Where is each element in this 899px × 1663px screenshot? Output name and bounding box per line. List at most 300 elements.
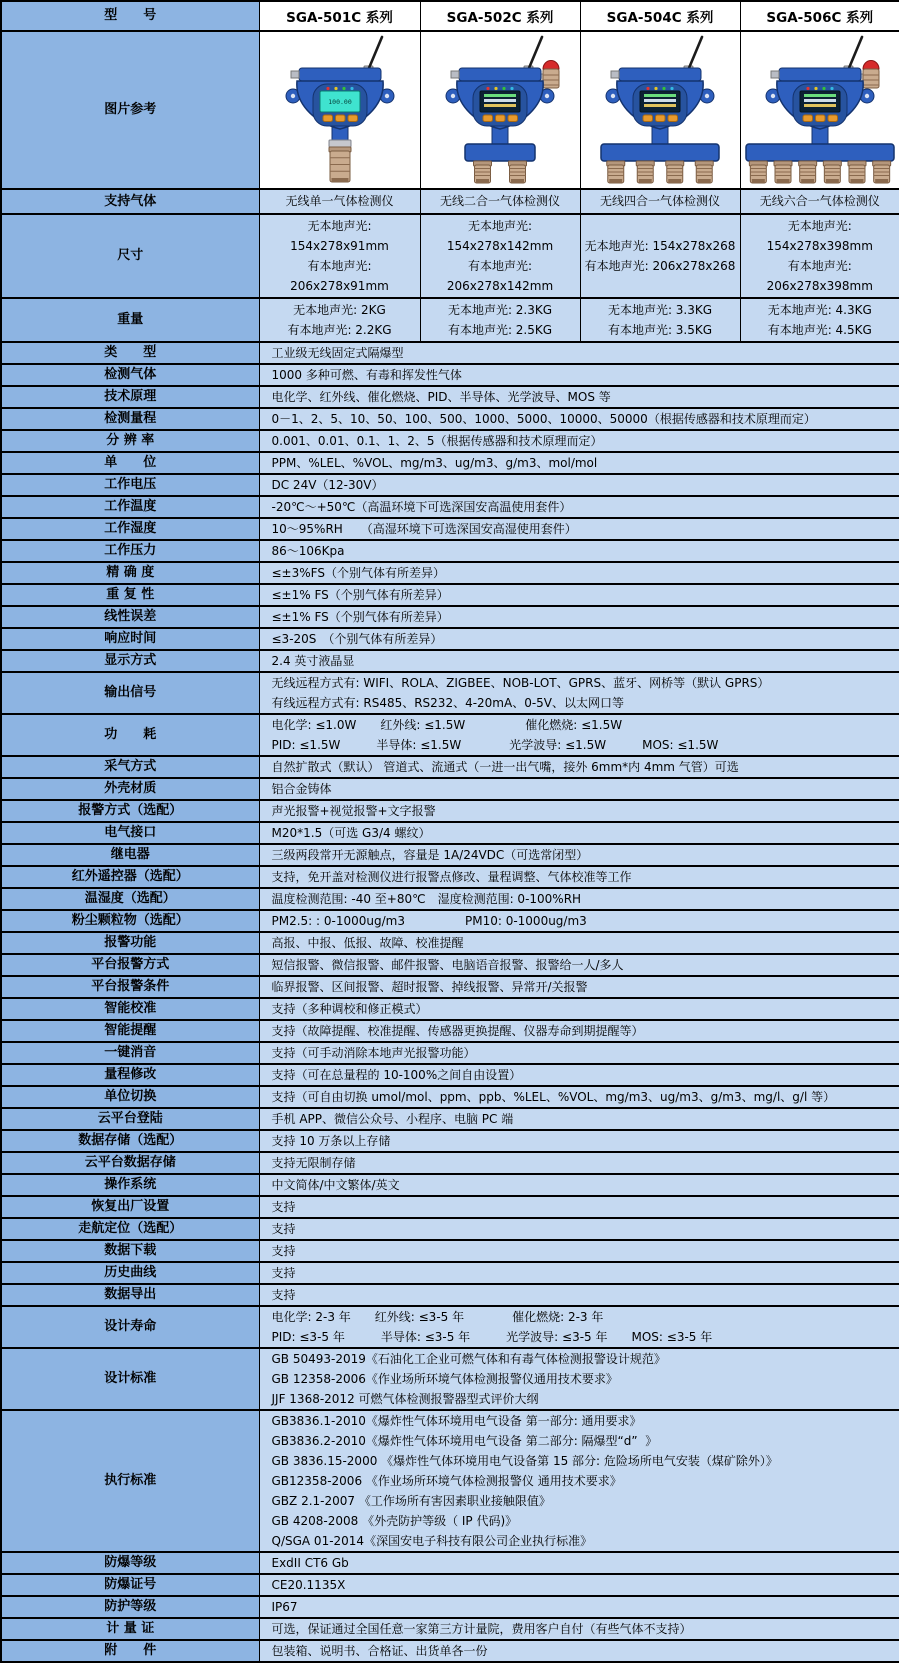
- spec-value-line: 支持: [272, 1241, 898, 1261]
- status-led: [814, 87, 817, 90]
- spec-row-2: [1, 386, 899, 408]
- spec-value-line: 0－1、2、5、10、50、100、500、1000、5000、10000、50000（根据传感器和技术原理而定）: [272, 409, 898, 429]
- spec-value: [259, 1196, 899, 1218]
- spec-row-38: [1, 1218, 899, 1240]
- device-button: [803, 115, 813, 122]
- support-value-1: 无线二合一气体检测仪: [420, 189, 580, 214]
- spec-label: 单位切换: [1, 1086, 259, 1108]
- spec-row-13: [1, 628, 899, 650]
- spec-value-line: 支持，免开盖对检测仪进行报警点修改、量程调整、气体校准等工作: [272, 867, 898, 887]
- spec-value: [259, 628, 899, 650]
- status-led: [670, 87, 673, 90]
- spec-value: [259, 714, 899, 756]
- spec-row-14: [1, 650, 899, 672]
- status-led: [662, 87, 665, 90]
- spec-label: 操作系统: [1, 1174, 259, 1196]
- spec-label: 工作湿度: [1, 518, 259, 540]
- weight-value-line: 无本地声光: 2KG: [260, 300, 420, 320]
- spec-row-28: [1, 998, 899, 1020]
- spec-label: 检测量程: [1, 408, 259, 430]
- spec-value-line: 86～106Kpa: [272, 541, 898, 561]
- spec-label: 报警功能: [1, 932, 259, 954]
- status-led: [350, 87, 353, 90]
- spec-value-line: GB 3836.15-2000 《爆炸性气体环境用电气设备第 15 部分: 危险场所电气安装（煤矿除外）》: [272, 1451, 898, 1471]
- spec-value-line: PPM、%LEL、%VOL、mg/m3、ug/m3、g/m3、mol/mol: [272, 453, 898, 473]
- spec-value: [259, 672, 899, 714]
- size-value-2: [580, 214, 740, 298]
- spec-row-31: [1, 1064, 899, 1086]
- spec-row-36: [1, 1174, 899, 1196]
- status-led: [342, 87, 345, 90]
- spec-row-42: [1, 1306, 899, 1348]
- spec-value-line: 三级两段常开无源触点，容量是 1A/24VDC（可选常闭型）: [272, 845, 898, 865]
- spec-value-line: 支持: [272, 1263, 898, 1283]
- size-value-line: 无本地声光: 154x278x398mm: [741, 216, 899, 256]
- manifold: [746, 144, 894, 161]
- spec-value-line: 10～95%RH （高湿环境下可选深国安高湿使用套件）: [272, 519, 898, 539]
- spec-value-line: 工业级无线固定式隔爆型: [272, 343, 898, 363]
- device-button: [828, 115, 838, 122]
- device-button: [643, 115, 653, 122]
- status-led: [486, 87, 489, 90]
- spec-value: [259, 910, 899, 932]
- weight-value-1: [420, 298, 580, 342]
- antenna: [849, 37, 862, 68]
- device-image-cell-SGA-506C: [740, 31, 899, 189]
- spec-value-line: 手机 APP、微信公众号、小程序、电脑 PC 端: [272, 1109, 898, 1129]
- spec-value: [259, 1130, 899, 1152]
- spec-value: [259, 1240, 899, 1262]
- spec-row-27: [1, 976, 899, 998]
- spec-row-10: [1, 562, 899, 584]
- spec-value-line: 声光报警+视觉报警+文字报警: [272, 801, 898, 821]
- weight-value-line: 无本地声光: 4.3KG: [741, 300, 899, 320]
- spec-row-12: [1, 606, 899, 628]
- spec-label: 附 件: [1, 1640, 259, 1662]
- spec-value-line: 临界报警、区间报警、超时报警、掉线报警、异常开/关报警: [272, 977, 898, 997]
- device-button: [496, 115, 506, 122]
- spec-value-line: DC 24V（12-30V）: [272, 475, 898, 495]
- spec-row-33: [1, 1108, 899, 1130]
- spec-value-line: 支持无限制存储: [272, 1153, 898, 1173]
- spec-row-16: [1, 714, 899, 756]
- spec-label: 一键消音: [1, 1042, 259, 1064]
- spec-value: [259, 496, 899, 518]
- spec-label: 精 确 度: [1, 562, 259, 584]
- model-header-3: SGA-506C 系列: [740, 1, 899, 31]
- spec-row-7: [1, 496, 899, 518]
- spec-row-8: [1, 518, 899, 540]
- spec-label: 计 量 证: [1, 1618, 259, 1640]
- spec-row-15: [1, 672, 899, 714]
- size-value-1: [420, 214, 580, 298]
- spec-value-line: 铝合金铸体: [272, 779, 898, 799]
- weight-value-line: 有本地声光: 2.2KG: [260, 320, 420, 340]
- spec-label: 云平台登陆: [1, 1108, 259, 1130]
- spec-value: [259, 540, 899, 562]
- spec-value: [259, 430, 899, 452]
- spec-value-line: 0.001、0.01、0.1、1、2、5（根据传感器和技术原理而定）: [272, 431, 898, 451]
- spec-label: 继电器: [1, 844, 259, 866]
- spec-label: 线性误差: [1, 606, 259, 628]
- spec-value: [259, 584, 899, 606]
- spec-row-34: [1, 1130, 899, 1152]
- spec-value-line: JJF 1368-2012 可燃气体检测报警器型式评价大纲: [272, 1389, 898, 1409]
- spec-value-line: GB 4208-2008 《外壳防护等级（ IP 代码)》: [272, 1511, 898, 1531]
- spec-row-22: [1, 866, 899, 888]
- spec-label: 红外遥控器（选配）: [1, 866, 259, 888]
- spec-row-11: [1, 584, 899, 606]
- spec-value-line: 电化学、红外线、催化燃烧、PID、半导体、光学波导、MOS 等: [272, 387, 898, 407]
- spec-value: [259, 1086, 899, 1108]
- spec-label: 单 位: [1, 452, 259, 474]
- weight-value-line: 无本地声光: 2.3KG: [421, 300, 580, 320]
- size-label: 尺寸: [1, 214, 259, 298]
- spec-label: 设计寿命: [1, 1306, 259, 1348]
- device-illustration-SGA-502C: [421, 32, 579, 184]
- header-row: [1, 1, 899, 31]
- spec-label: 分 辨 率: [1, 430, 259, 452]
- spec-label: 平台报警方式: [1, 954, 259, 976]
- spec-value: [259, 518, 899, 540]
- spec-row-44: [1, 1410, 899, 1552]
- spec-label: 类 型: [1, 342, 259, 364]
- spec-value-line: 支持: [272, 1285, 898, 1305]
- status-led: [334, 87, 337, 90]
- spec-label: 重 复 性: [1, 584, 259, 606]
- spec-label: 工作电压: [1, 474, 259, 496]
- spec-value-line: 支持: [272, 1197, 898, 1217]
- weight-row: [1, 298, 899, 342]
- size-value-line: 无本地声光: 154x278x142mm: [421, 216, 580, 256]
- model-header-2: SGA-504C 系列: [580, 1, 740, 31]
- spec-row-48: [1, 1618, 899, 1640]
- spec-value: [259, 1020, 899, 1042]
- device-button: [656, 115, 666, 122]
- spec-label: 数据导出: [1, 1284, 259, 1306]
- spec-value-line: 1000 多种可燃、有毒和挥发性气体: [272, 365, 898, 385]
- spec-label: 粉尘颗粒物（选配）: [1, 910, 259, 932]
- weight-value-0: [259, 298, 420, 342]
- spec-value-line: GB3836.1-2010《爆炸性气体环境用电气设备 第一部分: 通用要求》: [272, 1411, 898, 1431]
- size-value-line: 有本地声光: 206x278x268: [581, 256, 740, 276]
- spec-value-line: 短信报警、微信报警、邮件报警、电脑语音报警、报警给一人/多人: [272, 955, 898, 975]
- device-button: [348, 115, 358, 122]
- spec-value: [259, 1042, 899, 1064]
- spec-value: [259, 1174, 899, 1196]
- spec-row-1: [1, 364, 899, 386]
- spec-value-line: ≤3-20S （个别气体有所差异）: [272, 629, 898, 649]
- spec-value: [259, 650, 899, 672]
- spec-value: [259, 1348, 899, 1410]
- spec-row-43: [1, 1348, 899, 1410]
- spec-value: [259, 342, 899, 364]
- spec-row-26: [1, 954, 899, 976]
- device-button: [815, 115, 825, 122]
- spec-value: [259, 1152, 899, 1174]
- spec-row-32: [1, 1086, 899, 1108]
- device-image-cell-SGA-504C: [580, 31, 740, 189]
- model-header-0: SGA-501C 系列: [259, 1, 420, 31]
- spec-row-5: [1, 452, 899, 474]
- antenna: [689, 37, 702, 68]
- spec-row-18: [1, 778, 899, 800]
- spec-value-line: 支持（故障提醒、校准提醒、传感器更换提醒、仪器寿命到期提醒等）: [272, 1021, 898, 1041]
- spec-label: 走航定位（选配）: [1, 1218, 259, 1240]
- spec-value: [259, 408, 899, 430]
- device-button: [508, 115, 518, 122]
- device-button: [323, 115, 333, 122]
- size-value-line: 无本地声光: 154x278x268: [581, 236, 740, 256]
- spec-value: [259, 1108, 899, 1130]
- device-top-cap: [779, 68, 861, 81]
- weight-value-line: 有本地声光: 4.5KG: [741, 320, 899, 340]
- spec-value-line: 支持（可手动消除本地声光报警功能）: [272, 1043, 898, 1063]
- spec-label: 防爆等级: [1, 1552, 259, 1574]
- spec-row-35: [1, 1152, 899, 1174]
- spec-value-line: ≤±1% FS（个别气体有所差异）: [272, 585, 898, 605]
- spec-value-line: 有线远程方式有: RS485、RS232、4-20mA、0-5V、以太网口等: [272, 693, 898, 713]
- spec-label: 采气方式: [1, 756, 259, 778]
- device-top-cap: [299, 68, 381, 81]
- spec-value: [259, 1618, 899, 1640]
- device-illustration-SGA-506C: [741, 32, 899, 184]
- spec-value-line: M20*1.5（可选 G3/4 螺纹）: [272, 823, 898, 843]
- spec-label: 数据下载: [1, 1240, 259, 1262]
- device-top-cap: [619, 68, 701, 81]
- image-row: [1, 31, 899, 189]
- spec-value-line: Q/SGA 01-2014《深国安电子科技有限公司企业执行标准》: [272, 1531, 898, 1551]
- spec-value-line: 支持（可自由切换 umol/mol、ppm、ppb、%LEL、%VOL、mg/m3、ug/m3、g/m3、mg/l、g/l 等）: [272, 1087, 898, 1107]
- spec-value: [259, 606, 899, 628]
- spec-value-line: 电化学: 2-3 年 红外线: ≤3-5 年 催化燃烧: 2-3 年: [272, 1307, 898, 1327]
- model-header-1: SGA-502C 系列: [420, 1, 580, 31]
- spec-value-line: ExdII CT6 Gb: [272, 1553, 898, 1573]
- spec-value-line: CE20.1135X: [272, 1575, 898, 1595]
- spec-value-line: GB 12358-2006《作业场所环境气体检测报警仪通用技术要求》: [272, 1369, 898, 1389]
- spec-label: 响应时间: [1, 628, 259, 650]
- spec-row-4: [1, 430, 899, 452]
- spec-value: [259, 474, 899, 496]
- spec-value-line: 电化学: ≤1.0W 红外线: ≤1.5W 催化燃烧: ≤1.5W: [272, 715, 898, 735]
- size-value-line: 有本地声光: 206x278x398mm: [741, 256, 899, 296]
- status-led: [510, 87, 513, 90]
- spec-row-39: [1, 1240, 899, 1262]
- spec-value-line: 自然扩散式（默认） 管道式、流通式（一进一出气嘴，接外 6mm*内 4mm 气管）可选: [272, 757, 898, 777]
- spec-value-line: 2.4 英寸液晶显: [272, 651, 898, 671]
- spec-label: 温湿度（选配）: [1, 888, 259, 910]
- spec-value-line: 可选，保证通过全国任意一家第三方计量院，费用客户自付（有些气体不支持）: [272, 1619, 898, 1639]
- spec-row-0: [1, 342, 899, 364]
- weight-value-line: 有本地声光: 3.5KG: [581, 320, 740, 340]
- spec-label: 技术原理: [1, 386, 259, 408]
- spec-value-line: 支持 10 万条以上存储: [272, 1131, 898, 1151]
- spec-value: [259, 1064, 899, 1086]
- spec-value: [259, 932, 899, 954]
- spec-value-line: 包装箱、说明书、合格证、出货单各一份: [272, 1641, 898, 1661]
- beacon-dome: [543, 61, 559, 70]
- manifold: [601, 144, 719, 161]
- spec-value: [259, 778, 899, 800]
- spec-value-line: PID: ≤3-5 年 半导体: ≤3-5 年 光学波导: ≤3-5 年 MOS: ≤3-5 年: [272, 1327, 898, 1347]
- spec-value-line: 高报、中报、低报、故障、校准提醒: [272, 933, 898, 953]
- antenna: [529, 37, 542, 68]
- spec-row-29: [1, 1020, 899, 1042]
- status-led: [646, 87, 649, 90]
- spec-label: 工作温度: [1, 496, 259, 518]
- spec-row-40: [1, 1262, 899, 1284]
- spec-value: [259, 822, 899, 844]
- status-led: [494, 87, 497, 90]
- device-illustration-SGA-504C: [581, 32, 739, 184]
- weight-value-3: [740, 298, 899, 342]
- spec-value-line: 中文简体/中文繁体/英文: [272, 1175, 898, 1195]
- antenna: [369, 37, 382, 68]
- spec-value-line: GB 50493-2019《石油化工企业可燃气体和有毒气体检测报警设计规范》: [272, 1349, 898, 1369]
- spec-row-46: [1, 1574, 899, 1596]
- device-image-cell-SGA-502C: [420, 31, 580, 189]
- spec-row-6: [1, 474, 899, 496]
- spec-value-line: 温度检测范围: -40 至+80℃ 湿度检测范围: 0-100%RH: [272, 889, 898, 909]
- size-value-line: 无本地声光: 154x278x91mm: [260, 216, 420, 256]
- spec-row-41: [1, 1284, 899, 1306]
- spec-value: [259, 386, 899, 408]
- size-value-0: [259, 214, 420, 298]
- spec-value-line: ≤±1% FS（个别气体有所差异）: [272, 607, 898, 627]
- spec-label: 云平台数据存储: [1, 1152, 259, 1174]
- spec-label: 平台报警条件: [1, 976, 259, 998]
- spec-value: [259, 1574, 899, 1596]
- spec-value-line: PID: ≤1.5W 半导体: ≤1.5W 光学波导: ≤1.5W MOS: ≤1.5W: [272, 735, 898, 755]
- support-value-2: 无线四合一气体检测仪: [580, 189, 740, 214]
- size-row: [1, 214, 899, 298]
- spec-value: [259, 1284, 899, 1306]
- status-led: [806, 87, 809, 90]
- spec-value: [259, 1218, 899, 1240]
- spec-value-line: ≤±3%FS（个别气体有所差异）: [272, 563, 898, 583]
- spec-label: 执行标准: [1, 1410, 259, 1552]
- spec-value: [259, 1262, 899, 1284]
- spec-label: 外壳材质: [1, 778, 259, 800]
- manifold: [465, 144, 535, 161]
- spec-value-line: IP67: [272, 1597, 898, 1617]
- device-button: [483, 115, 493, 122]
- spec-value: [259, 998, 899, 1020]
- spec-row-21: [1, 844, 899, 866]
- spec-row-47: [1, 1596, 899, 1618]
- spec-value: [259, 756, 899, 778]
- spec-label: 电气接口: [1, 822, 259, 844]
- spec-value: [259, 976, 899, 998]
- spec-label: 数据存储（选配）: [1, 1130, 259, 1152]
- status-led: [326, 87, 329, 90]
- spec-label: 检测气体: [1, 364, 259, 386]
- spec-value: [259, 1552, 899, 1574]
- spec-value-line: PM2.5: : 0-1000ug/m3 PM10: 0-1000ug/m3: [272, 911, 898, 931]
- spec-row-19: [1, 800, 899, 822]
- support-label: 支持气体: [1, 189, 259, 214]
- spec-value: [259, 866, 899, 888]
- spec-label: 防爆证号: [1, 1574, 259, 1596]
- weight-label: 重量: [1, 298, 259, 342]
- spec-value: [259, 954, 899, 976]
- spec-row-45: [1, 1552, 899, 1574]
- spec-value-line: GB12358-2006 《作业场所环境气体检测报警仪 通用技术要求》: [272, 1471, 898, 1491]
- spec-label: 报警方式（选配）: [1, 800, 259, 822]
- support-value-3: 无线六合一气体检测仪: [740, 189, 899, 214]
- spec-row-20: [1, 822, 899, 844]
- status-led: [502, 87, 505, 90]
- screen-reading: 100.00: [328, 98, 352, 106]
- spec-label: 历史曲线: [1, 1262, 259, 1284]
- spec-value: [259, 1596, 899, 1618]
- weight-value-line: 有本地声光: 2.5KG: [421, 320, 580, 340]
- spec-label: 防护等级: [1, 1596, 259, 1618]
- spec-label: 智能提醒: [1, 1020, 259, 1042]
- spec-label: 功 耗: [1, 714, 259, 756]
- spec-row-17: [1, 756, 899, 778]
- spec-label: 工作压力: [1, 540, 259, 562]
- device-illustration-SGA-501C: [261, 32, 419, 184]
- support-row: [1, 189, 899, 214]
- spec-row-37: [1, 1196, 899, 1218]
- spec-value: [259, 1306, 899, 1348]
- status-led: [830, 87, 833, 90]
- spec-label: 智能校准: [1, 998, 259, 1020]
- support-value-0: 无线单一气体检测仪: [259, 189, 420, 214]
- spec-row-3: [1, 408, 899, 430]
- spec-value: [259, 1410, 899, 1552]
- weight-value-line: 无本地声光: 3.3KG: [581, 300, 740, 320]
- image-row-label: 图片参考: [1, 31, 259, 189]
- sensor-body: [330, 151, 350, 182]
- beacon-dome: [863, 61, 879, 70]
- spec-value-line: 支持（可在总量程的 10-100%之间自由设置）: [272, 1065, 898, 1085]
- spec-label: 恢复出厂设置: [1, 1196, 259, 1218]
- status-led: [822, 87, 825, 90]
- spec-value: [259, 364, 899, 386]
- spec-value-line: 支持: [272, 1219, 898, 1239]
- spec-row-49: [1, 1640, 899, 1662]
- size-value-line: 有本地声光: 206x278x142mm: [421, 256, 580, 296]
- device-top-cap: [459, 68, 541, 81]
- device-image-cell-SGA-501C: [259, 31, 420, 189]
- spec-value: [259, 562, 899, 584]
- spec-value-line: 支持（多种调校和修正模式）: [272, 999, 898, 1019]
- spec-row-25: [1, 932, 899, 954]
- size-value-3: [740, 214, 899, 298]
- spec-row-23: [1, 888, 899, 910]
- spec-value: [259, 800, 899, 822]
- status-led: [654, 87, 657, 90]
- device-button: [335, 115, 345, 122]
- model-header-label: 型 号: [1, 1, 259, 31]
- spec-value: [259, 844, 899, 866]
- spec-value-line: -20℃～+50℃（高温环境下可选深国安高温使用套件）: [272, 497, 898, 517]
- spec-label: 显示方式: [1, 650, 259, 672]
- spec-row-24: [1, 910, 899, 932]
- spec-row-30: [1, 1042, 899, 1064]
- spec-value-line: GBZ 2.1-2007 《工作场所有害因素职业接触限值》: [272, 1491, 898, 1511]
- spec-row-9: [1, 540, 899, 562]
- spec-value: [259, 452, 899, 474]
- spec-value-line: GB3836.2-2010《爆炸性气体环境用电气设备 第二部分: 隔爆型“d” 》: [272, 1431, 898, 1451]
- device-button: [668, 115, 678, 122]
- spec-label: 输出信号: [1, 672, 259, 714]
- spec-label: 量程修改: [1, 1064, 259, 1086]
- spec-value: [259, 888, 899, 910]
- size-value-line: 有本地声光: 206x278x91mm: [260, 256, 420, 296]
